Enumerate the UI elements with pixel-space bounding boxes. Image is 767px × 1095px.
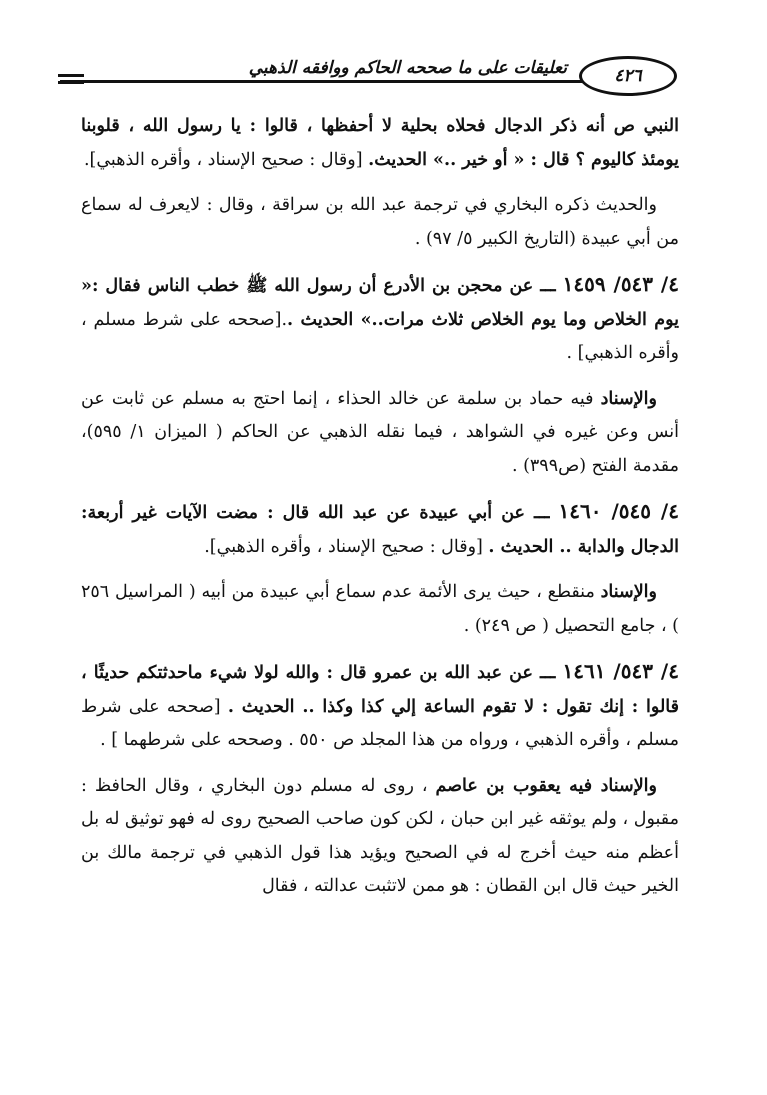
header-rule [60,80,625,83]
commentary-text: منقطع ، حيث يرى الأئمة عدم سماع أبي عبيدة من أبيه ( المراسيل ٢٥٦ ) ، جامع التحصيل ( ص ٢٤٩) . [81,582,679,636]
hadith-reference: ٤/ ٥٤٣/ ١٤٦١ [562,659,679,683]
paragraph-7 [81,655,679,758]
hadith-text: النبي ص أنه ذكر الدجال فحلاه بحلية لا أحفظها ، قالوا : يا رسول الله ، قلوبنا يومئذ كاليوم ؟ قال : « أو خير ..» الحديث. [81,116,679,170]
header-double-rule-icon [58,74,84,88]
hadith-reference: ٤/ ٥٤٥/ ١٤٦٠ [558,499,679,523]
paragraph-5 [81,495,679,564]
commentary-lead: والإسناد [600,582,657,602]
paragraph-4 [81,383,679,484]
verdict-text: [صححه على شرط مسلم ، وأقره الذهبي ، ورواه من هذا المجلد ص ٥٥٠ . وصححه على شرطهما ] . [81,696,679,750]
verdict-text: [وقال : صحيح الإسناد ، وأقره الذهبي]. [83,149,369,170]
commentary-lead: والإسناد [600,388,657,409]
hadith-text: ـــ عن عبد الله بن عمرو قال : والله لولا شيء ماحدثتكم حديثًا ، قالوا : إنك تقول : لا تقوم الساعة إلي كذا وكذا .. الحديث . [81,663,679,717]
paragraph-6 [81,576,679,643]
running-title: تعليقات على ما صححه الحاكم ووافقه الذهبي [243,58,573,78]
hadith-text: ـــ عن أبي عبيدة عن عبد الله قال : مضت الآيات غير أربعة: الدجال والدابة .. الحديث . [81,503,679,557]
main-text [81,110,679,916]
hadith-text: ـــ عن محجن بن الأدرع أن رسول الله ﷺ خطب الناس فقال :« يوم الخلاص وما يوم الخلاص ثلاث مرات..» الحديث . [81,276,680,330]
page-number: ٤٢٦ [579,56,677,96]
verdict-text: [وقال : صحيح الإسناد ، وأقره الذهبي]. [204,536,489,557]
paragraph-3 [81,268,679,371]
commentary-lead: والإسناد فيه يعقوب بن عاصم [435,775,657,796]
hadith-reference: ٤/ ٥٤٣/ ١٤٥٩ [562,272,679,296]
page-header [60,52,685,92]
verdict-text: .[صححه على شرط مسلم ، وأقره الذهبي] . [81,309,679,363]
commentary-text: ، روى له مسلم دون البخاري ، وقال الحافظ : مقبول ، ولم يوثقه غير ابن حبان ، لكن كون صاحب الصحيح روى له فهو توثيق له بل أعظم منه حيث أخرج له في الصحيح ويؤيد هذا قول الذهبي في ترجمة مالك بن الخير حيث قال ابن القطان : هو ممن لاتثبت عدالته ، فقال [81,775,679,896]
paragraph-8 [81,770,679,904]
commentary-text: والحديث ذكره البخاري في ترجمة عبد الله بن سراقة ، وقال : لايعرف له سماع من أبي عبيدة (التاريخ الكبير ٥/ ٩٧) . [81,195,679,249]
commentary-text: فيه حماد بن سلمة عن خالد الحذاء ، إنما احتج به مسلم عن ثابت عن أنس وعن غيره في الشواهد ، فيما نقله الذهبي عن الحاكم ( الميزان ١/ ٥٩٥)، مقدمة الفتح (ص٣٩٩) . [81,388,679,476]
paragraph-2 [81,189,679,256]
paragraph-1 [81,110,679,177]
